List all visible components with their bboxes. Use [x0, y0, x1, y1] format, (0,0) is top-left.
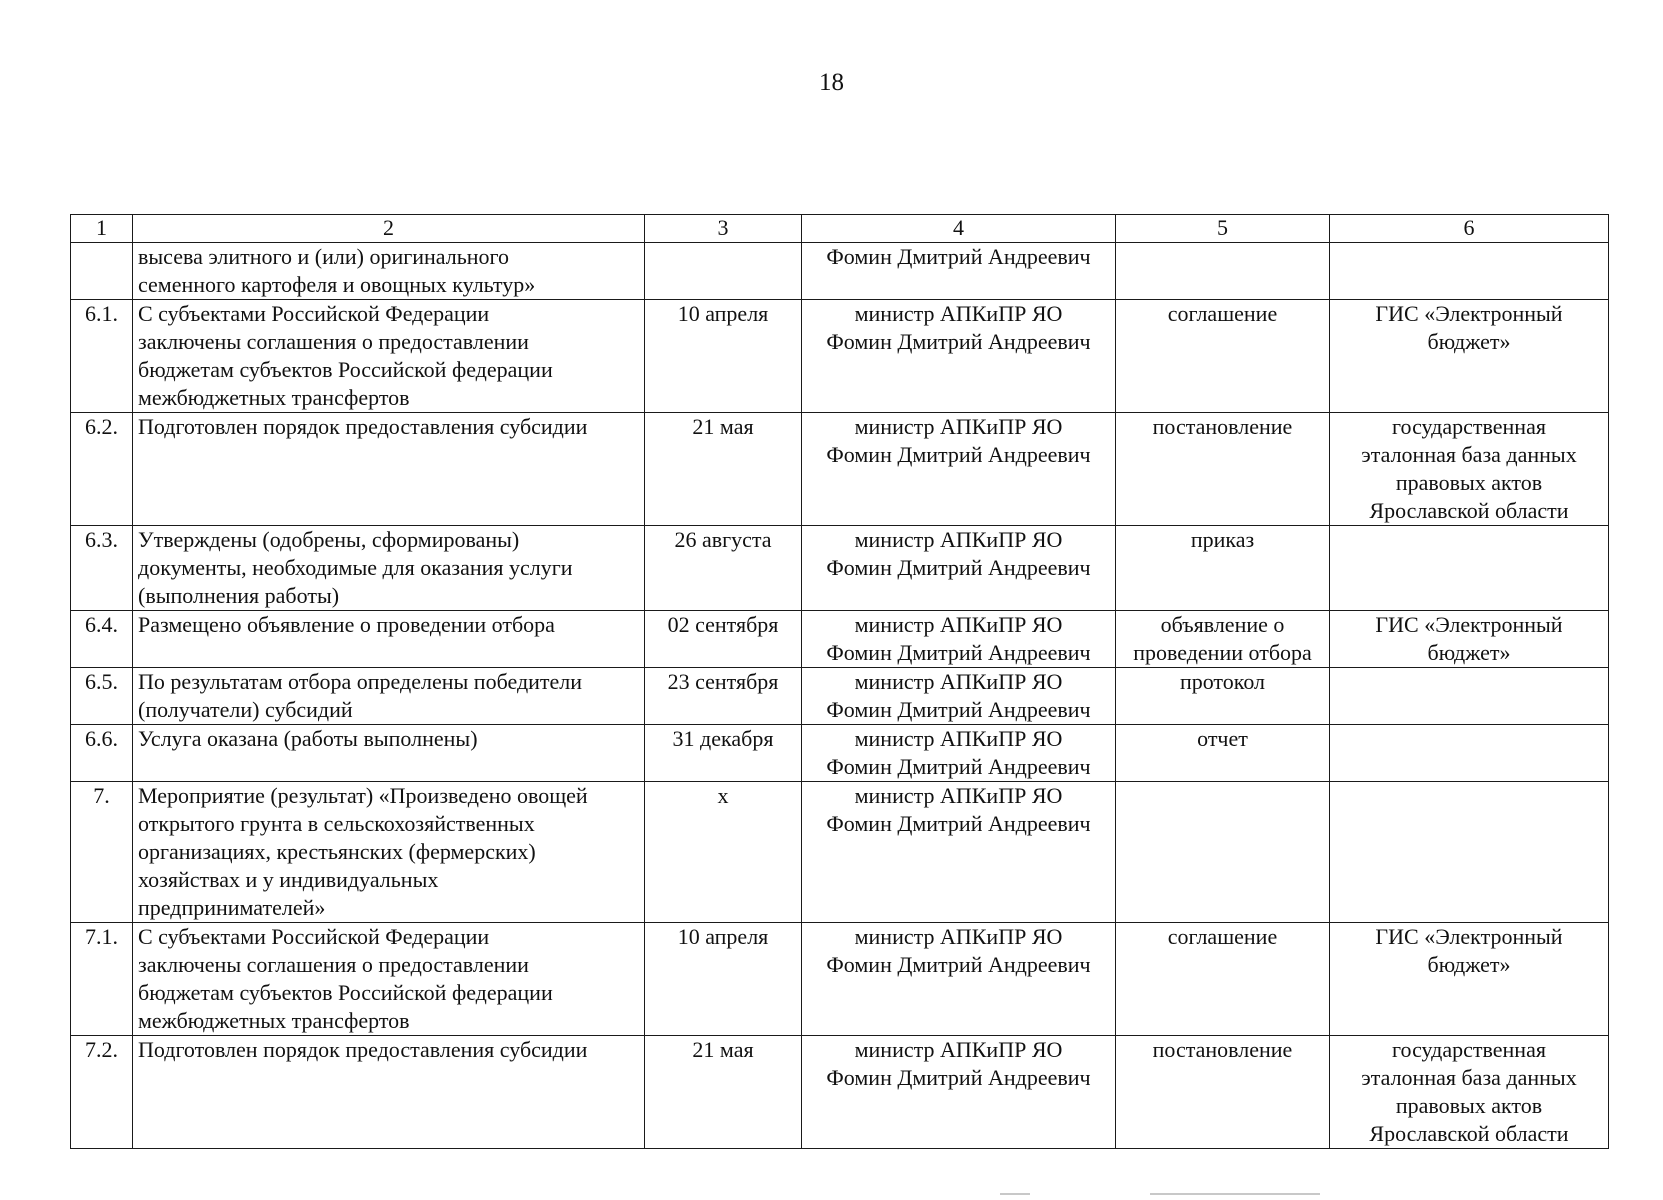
table-row	[71, 413, 1609, 526]
responsible-cell	[802, 668, 1116, 725]
text-line: эталонная база данных	[1361, 1065, 1577, 1090]
description-cell	[133, 1036, 645, 1149]
text-line: министр АПКиПР ЯО	[854, 301, 1063, 326]
text-line: бюджетам субъектов Российской федерации	[138, 357, 553, 382]
text-line: государственная	[1392, 414, 1546, 439]
text-line: соглашение	[1167, 924, 1278, 949]
text-line: Фомин Дмитрий Андреевич	[826, 952, 1091, 977]
system-cell	[1330, 782, 1609, 923]
text-line: протокол	[1179, 669, 1266, 694]
row-number-cell: 7.	[71, 782, 133, 923]
date-cell: 21 мая	[645, 1036, 802, 1149]
description-cell	[133, 782, 645, 923]
system-cell	[1330, 923, 1609, 1036]
text-line: бюджет»	[1427, 640, 1511, 665]
date-cell: 23 сентября	[645, 668, 802, 725]
text-line: правовых актов	[1395, 1093, 1543, 1118]
row-number-cell: 6.3.	[71, 526, 133, 611]
table-row	[71, 611, 1609, 668]
text-line: документы, необходимые для оказания услуги	[138, 555, 573, 580]
text-line: Мероприятие (результат) «Произведено овощей	[138, 783, 588, 808]
date-cell: 31 декабря	[645, 725, 802, 782]
table-row	[71, 725, 1609, 782]
text-line: Подготовлен порядок предоставления субсидии	[138, 414, 588, 439]
responsible-cell	[802, 413, 1116, 526]
text-line: По результатам отбора определены победители	[138, 669, 583, 694]
text-line: Ярославской области	[1369, 1121, 1569, 1146]
text-line: отчет	[1197, 726, 1248, 751]
document-cell	[1116, 243, 1330, 300]
text-line: Фомин Дмитрий Андреевич	[826, 1065, 1091, 1090]
document-cell	[1116, 725, 1330, 782]
date-cell: х	[645, 782, 802, 923]
table-row	[71, 1036, 1609, 1149]
text-line: хозяйствах и у индивидуальных	[138, 867, 439, 892]
text-line: государственная	[1392, 1037, 1546, 1062]
text-line: заключены соглашения о предоставлении	[138, 952, 529, 977]
system-cell	[1330, 611, 1609, 668]
text-line: Фомин Дмитрий Андреевич	[826, 244, 1091, 269]
table-row	[71, 668, 1609, 725]
table-row	[71, 923, 1609, 1036]
responsible-cell	[802, 923, 1116, 1036]
responsible-cell	[802, 782, 1116, 923]
description-cell	[133, 923, 645, 1036]
page-number: 18	[819, 69, 844, 96]
text-line: С субъектами Российской Федерации	[138, 301, 490, 326]
header-cell: 5	[1116, 215, 1330, 243]
text-line: (получатели) субсидий	[138, 697, 353, 722]
table-row	[71, 243, 1609, 300]
responsible-cell	[802, 300, 1116, 413]
text-line: соглашение	[1167, 301, 1278, 326]
text-line: семенного картофеля и овощных культур»	[138, 272, 536, 297]
text-line: ГИС «Электронный	[1375, 924, 1563, 949]
document-cell	[1116, 782, 1330, 923]
responsible-cell	[802, 1036, 1116, 1149]
date-cell	[645, 243, 802, 300]
text-line: высева элитного и (или) оригинального	[138, 244, 510, 269]
text-line: министр АПКиПР ЯО	[854, 612, 1063, 637]
text-line: министр АПКиПР ЯО	[854, 783, 1063, 808]
text-line: Утверждены (одобрены, сформированы)	[138, 527, 520, 552]
text-line: Фомин Дмитрий Андреевич	[826, 811, 1091, 836]
text-line: бюджетам субъектов Российской федерации	[138, 980, 553, 1005]
text-line: постановление	[1152, 1037, 1293, 1062]
system-cell	[1330, 725, 1609, 782]
system-cell	[1330, 1036, 1609, 1149]
text-line: межбюджетных трансфертов	[138, 385, 410, 410]
description-cell	[133, 413, 645, 526]
text-line: эталонная база данных	[1361, 442, 1577, 467]
text-line: Фомин Дмитрий Андреевич	[826, 754, 1091, 779]
date-cell: 10 апреля	[645, 300, 802, 413]
document-cell	[1116, 526, 1330, 611]
table-row	[71, 300, 1609, 413]
text-line: Фомин Дмитрий Андреевич	[826, 555, 1091, 580]
header-cell: 4	[802, 215, 1116, 243]
text-line: министр АПКиПР ЯО	[854, 527, 1063, 552]
date-cell: 02 сентября	[645, 611, 802, 668]
text-line: Фомин Дмитрий Андреевич	[826, 329, 1091, 354]
responsible-cell	[802, 725, 1116, 782]
scan-artifact	[1000, 1193, 1030, 1195]
text-line: Размещено объявление о проведении отбора	[138, 612, 555, 637]
description-cell	[133, 526, 645, 611]
text-line: министр АПКиПР ЯО	[854, 726, 1063, 751]
table-row	[71, 782, 1609, 923]
scan-artifact	[1150, 1193, 1320, 1195]
row-number-cell: 6.6.	[71, 725, 133, 782]
header-cell: 3	[645, 215, 802, 243]
date-cell: 10 апреля	[645, 923, 802, 1036]
text-line: организациях, крестьянских (фермерских)	[138, 839, 536, 864]
responsible-cell	[802, 526, 1116, 611]
row-number-cell: 6.2.	[71, 413, 133, 526]
responsible-cell	[802, 611, 1116, 668]
text-line: Подготовлен порядок предоставления субсидии	[138, 1037, 588, 1062]
row-number-cell: 7.2.	[71, 1036, 133, 1149]
text-line: бюджет»	[1427, 952, 1511, 977]
row-number-cell	[71, 243, 133, 300]
text-line: Ярославской области	[1369, 498, 1569, 523]
responsible-cell	[802, 243, 1116, 300]
text-line: министр АПКиПР ЯО	[854, 924, 1063, 949]
schedule-table	[70, 214, 1609, 1149]
text-line: бюджет»	[1427, 329, 1511, 354]
text-line: Услуга оказана (работы выполнены)	[138, 726, 478, 751]
table-row	[71, 526, 1609, 611]
text-line: предпринимателей»	[138, 895, 326, 920]
text-line: (выполнения работы)	[138, 583, 340, 608]
table-header-row	[71, 215, 1609, 243]
document-cell	[1116, 1036, 1330, 1149]
text-line: С субъектами Российской Федерации	[138, 924, 490, 949]
row-number-cell: 6.4.	[71, 611, 133, 668]
text-line: постановление	[1152, 414, 1293, 439]
header-cell: 1	[71, 215, 133, 243]
date-cell: 26 августа	[645, 526, 802, 611]
system-cell	[1330, 413, 1609, 526]
text-line: открытого грунта в сельскохозяйственных	[138, 811, 535, 836]
text-line: министр АПКиПР ЯО	[854, 1037, 1063, 1062]
row-number-cell: 7.1.	[71, 923, 133, 1036]
document-cell	[1116, 923, 1330, 1036]
system-cell	[1330, 300, 1609, 413]
text-line: объявление о	[1160, 612, 1285, 637]
document-cell	[1116, 611, 1330, 668]
system-cell	[1330, 668, 1609, 725]
document-cell	[1116, 668, 1330, 725]
text-line: ГИС «Электронный	[1375, 612, 1563, 637]
document-cell	[1116, 413, 1330, 526]
system-cell	[1330, 526, 1609, 611]
description-cell	[133, 668, 645, 725]
description-cell	[133, 243, 645, 300]
description-cell	[133, 611, 645, 668]
text-line: министр АПКиПР ЯО	[854, 669, 1063, 694]
text-line: заключены соглашения о предоставлении	[138, 329, 529, 354]
description-cell	[133, 300, 645, 413]
text-line: межбюджетных трансфертов	[138, 1008, 410, 1033]
document-cell	[1116, 300, 1330, 413]
text-line: ГИС «Электронный	[1375, 301, 1563, 326]
header-cell: 6	[1330, 215, 1609, 243]
text-line: приказ	[1190, 527, 1255, 552]
text-line: Фомин Дмитрий Андреевич	[826, 442, 1091, 467]
text-line: министр АПКиПР ЯО	[854, 414, 1063, 439]
text-line: правовых актов	[1395, 470, 1543, 495]
text-line: Фомин Дмитрий Андреевич	[826, 640, 1091, 665]
header-cell: 2	[133, 215, 645, 243]
row-number-cell: 6.1.	[71, 300, 133, 413]
system-cell	[1330, 243, 1609, 300]
text-line: Фомин Дмитрий Андреевич	[826, 697, 1091, 722]
description-cell	[133, 725, 645, 782]
date-cell: 21 мая	[645, 413, 802, 526]
row-number-cell: 6.5.	[71, 668, 133, 725]
text-line: проведении отбора	[1133, 640, 1312, 665]
